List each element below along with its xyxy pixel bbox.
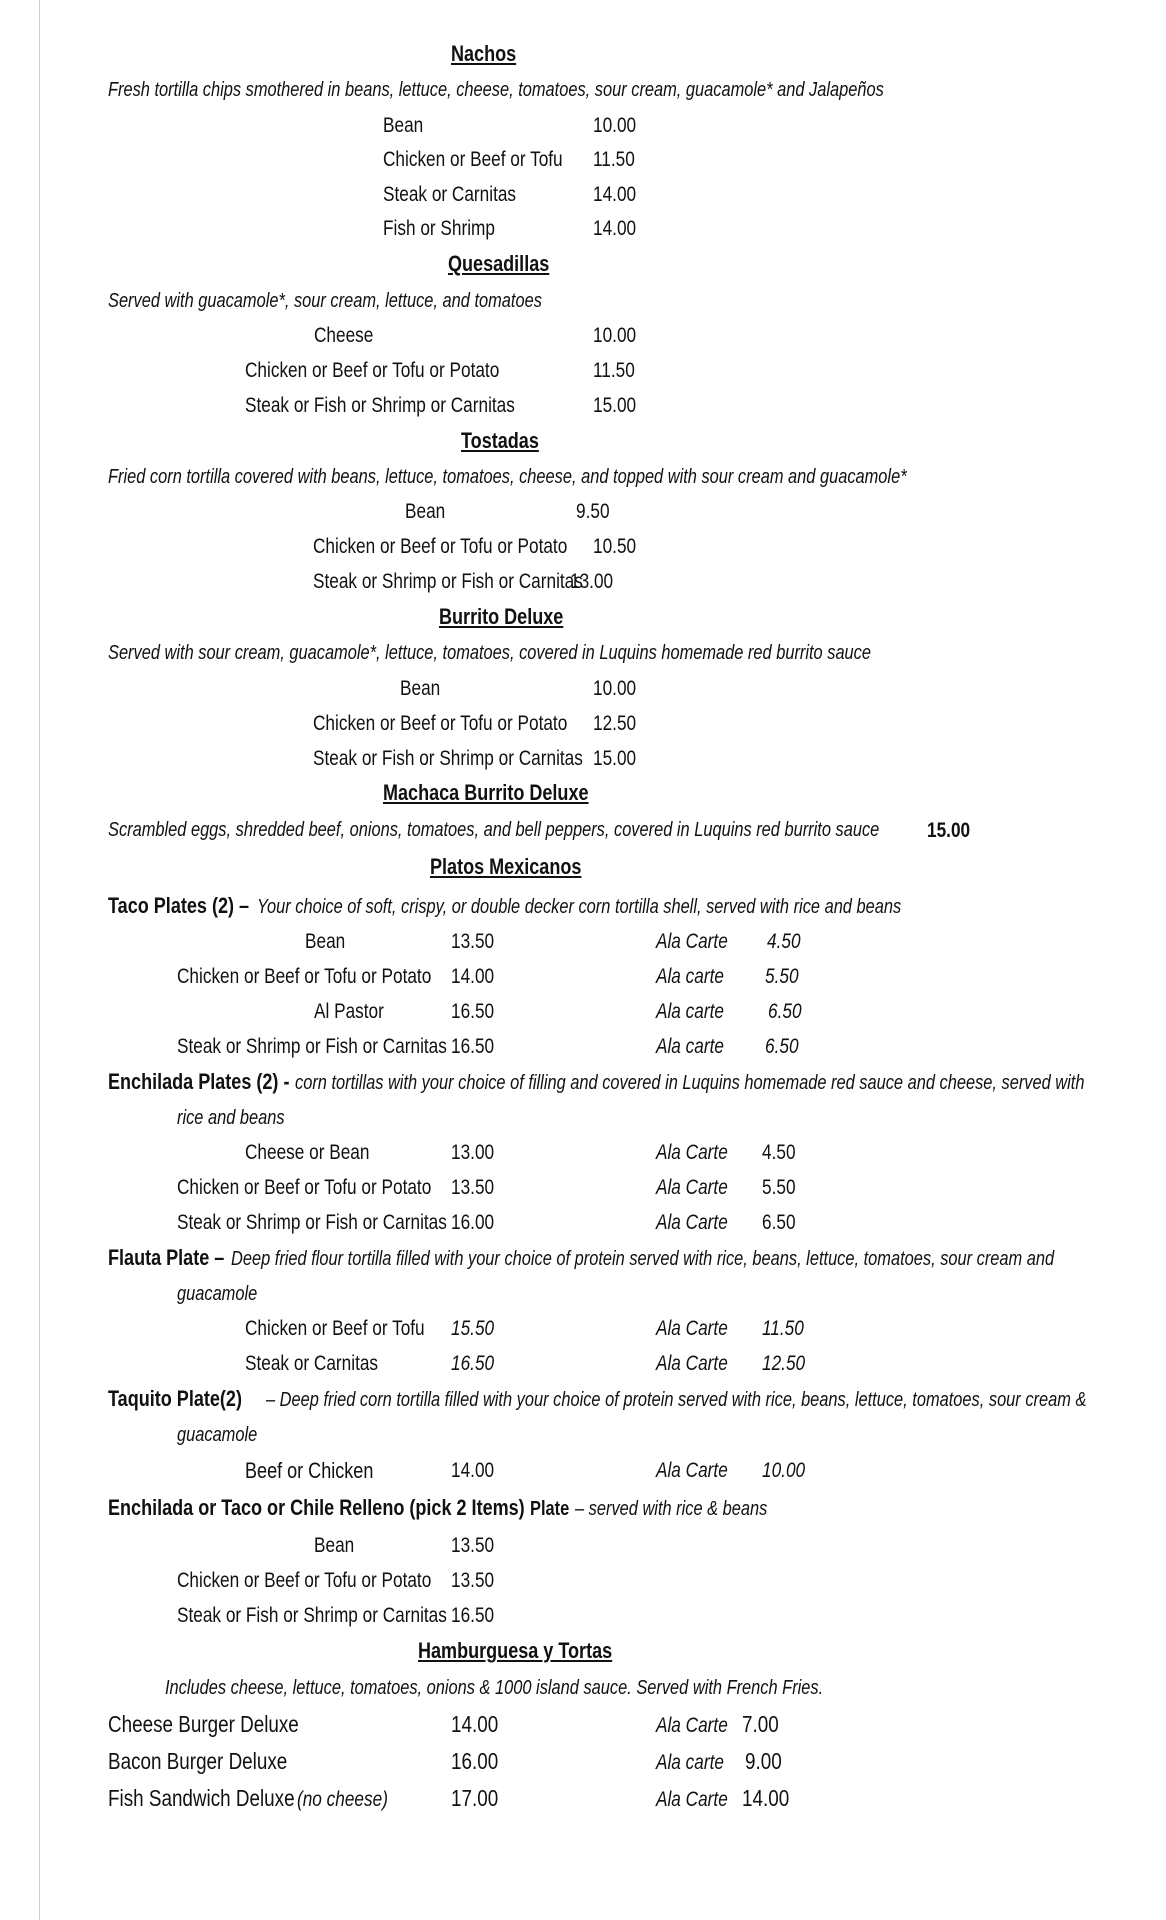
section-title-burrito-deluxe: Burrito Deluxe (439, 604, 564, 629)
taco-item-price: 16.50 (451, 1035, 495, 1058)
enchilada-item-name: Chicken or Beef or Tofu or Potato (177, 1176, 432, 1199)
tostadas-item-price: 13.00 (570, 570, 614, 593)
combo-item-name: Chicken or Beef or Tofu or Potato (177, 1569, 432, 1592)
taquito-description-line2: guacamole (177, 1424, 258, 1446)
nachos-item-name: Fish or Shrimp (383, 217, 495, 240)
flauta-description-line1: Deep fried flour tortilla filled with your choice of protein served with rice, beans, lettuce, tomatoes, sour cream and (231, 1248, 1055, 1270)
taco-item-name: Chicken or Beef or Tofu or Potato (177, 965, 432, 988)
taco-plates-name: Taco Plates (2) – (108, 893, 250, 918)
taco-ala-carte-price: 6.50 (768, 1000, 802, 1023)
burger-item-name: Cheese Burger Deluxe (108, 1711, 299, 1737)
taco-ala-carte-label: Ala Carte (656, 930, 728, 953)
machaca-description: Scrambled eggs, shredded beef, onions, tomatoes, and bell peppers, covered in Luquins red burrito sauce (108, 819, 880, 841)
enchilada-item-name: Steak or Shrimp or Fish or Carnitas (177, 1211, 447, 1234)
quesadillas-item-price: 11.50 (593, 359, 635, 382)
burger-ala-carte-label: Ala carte (656, 1751, 724, 1774)
taquito-ala-carte-label: Ala Carte (656, 1459, 728, 1482)
enchilada-item-price: 13.50 (451, 1176, 495, 1199)
taco-item-price: 16.50 (451, 1000, 495, 1023)
burrito-item-price: 12.50 (593, 712, 637, 735)
flauta-item-name: Steak or Carnitas (245, 1352, 379, 1375)
nachos-item-name: Steak or Carnitas (383, 183, 517, 206)
combo-item-price: 13.50 (451, 1569, 495, 1592)
enchilada-item-price: 16.00 (451, 1211, 495, 1234)
burger-ala-carte-price: 9.00 (745, 1748, 782, 1774)
burger-ala-carte-label: Ala Carte (656, 1714, 728, 1737)
taco-ala-carte-price: 6.50 (765, 1035, 799, 1058)
enchilada-ala-carte-price: 6.50 (762, 1211, 796, 1234)
taquito-item-price: 14.00 (451, 1459, 495, 1482)
burger-item-price: 16.00 (451, 1748, 499, 1774)
taquito-plate-name: Taquito Plate(2) (108, 1386, 242, 1411)
quesadillas-description: Served with guacamole*, sour cream, lettuce, and tomatoes (108, 290, 542, 312)
enchilada-plates-name: Enchilada Plates (2) - (108, 1069, 290, 1094)
nachos-item-name: Chicken or Beef or Tofu (383, 148, 563, 171)
combo-plate-name: Enchilada or Taco or Chile Relleno (pick 2 Items) (108, 1495, 525, 1520)
nachos-item-price: 10.00 (593, 114, 637, 137)
combo-item-price: 16.50 (451, 1604, 495, 1627)
combo-item-name: Bean (314, 1534, 355, 1557)
combo-description: – served with rice & beans (575, 1498, 768, 1520)
nachos-item-price: 11.50 (593, 148, 635, 171)
machaca-price: 15.00 (927, 819, 971, 842)
enchilada-item-name: Cheese or Bean (245, 1141, 370, 1164)
section-title-quesadillas: Quesadillas (448, 251, 550, 276)
section-title-machaca-burrito: Machaca Burrito Deluxe (383, 780, 589, 805)
flauta-item-name: Chicken or Beef or Tofu (245, 1317, 425, 1340)
tostadas-item-name: Chicken or Beef or Tofu or Potato (313, 535, 568, 558)
taco-item-name: Al Pastor (314, 1000, 384, 1023)
flauta-item-price: 16.50 (451, 1352, 495, 1375)
taco-ala-carte-label: Ala carte (656, 1000, 724, 1023)
quesadillas-item-name: Cheese (314, 324, 374, 347)
taco-item-price: 14.00 (451, 965, 495, 988)
tostadas-item-name: Steak or Shrimp or Fish or Carnitas (313, 570, 583, 593)
burger-ala-carte-price: 7.00 (742, 1711, 779, 1737)
burger-ala-carte-label: Ala Carte (656, 1788, 728, 1811)
taco-ala-carte-price: 5.50 (765, 965, 799, 988)
enchilada-ala-carte-label: Ala Carte (656, 1141, 728, 1164)
burger-item-name: Fish Sandwich Deluxe (108, 1785, 295, 1811)
burrito-description: Served with sour cream, guacamole*, lettuce, tomatoes, covered in Luquins homemade red burrito sauce (108, 642, 872, 664)
burrito-item-name: Chicken or Beef or Tofu or Potato (313, 712, 568, 735)
combo-item-price: 13.50 (451, 1534, 495, 1557)
enchilada-description-line1: corn tortillas with your choice of filling and covered in Luquins homemade red sauce and cheese, served with (295, 1072, 1085, 1094)
burger-item-note: (no cheese) (297, 1788, 388, 1811)
burger-item-price: 14.00 (451, 1711, 499, 1737)
enchilada-ala-carte-label: Ala Carte (656, 1211, 728, 1234)
combo-plate-suffix: Plate (530, 1498, 570, 1520)
burrito-item-name: Bean (400, 677, 441, 700)
hamburguesa-description: Includes cheese, lettuce, tomatoes, onions & 1000 island sauce. Served with French Fries. (165, 1677, 824, 1699)
nachos-item-price: 14.00 (593, 217, 637, 240)
burger-item-price: 17.00 (451, 1785, 499, 1811)
tostadas-item-price: 9.50 (576, 500, 610, 523)
section-title-nachos: Nachos (451, 41, 517, 66)
flauta-description-line2: guacamole (177, 1283, 258, 1305)
tostadas-item-name: Bean (405, 500, 446, 523)
quesadillas-item-name: Steak or Fish or Shrimp or Carnitas (245, 394, 515, 417)
taquito-item-name: Beef or Chicken (245, 1458, 374, 1483)
enchilada-ala-carte-price: 5.50 (762, 1176, 796, 1199)
flauta-plate-name: Flauta Plate – (108, 1245, 225, 1270)
burger-ala-carte-price: 14.00 (742, 1785, 790, 1811)
enchilada-description-line2: rice and beans (177, 1107, 285, 1129)
enchilada-ala-carte-label: Ala Carte (656, 1176, 728, 1199)
section-title-platos-mexicanos: Platos Mexicanos (430, 854, 582, 879)
burrito-item-price: 15.00 (593, 747, 637, 770)
section-title-hamburguesa: Hamburguesa y Tortas (418, 1638, 613, 1663)
taquito-ala-carte-price: 10.00 (762, 1459, 806, 1482)
flauta-ala-carte-price: 12.50 (762, 1352, 806, 1375)
enchilada-ala-carte-price: 4.50 (762, 1141, 796, 1164)
nachos-item-name: Bean (383, 114, 424, 137)
burrito-item-name: Steak or Fish or Shrimp or Carnitas (313, 747, 583, 770)
flauta-item-price: 15.50 (451, 1317, 495, 1340)
flauta-ala-carte-label: Ala Carte (656, 1352, 728, 1375)
burger-item-name: Bacon Burger Deluxe (108, 1748, 288, 1774)
quesadillas-item-price: 10.00 (593, 324, 637, 347)
combo-item-name: Steak or Fish or Shrimp or Carnitas (177, 1604, 447, 1627)
tostadas-item-price: 10.50 (593, 535, 637, 558)
nachos-description: Fresh tortilla chips smothered in beans, lettuce, cheese, tomatoes, sour cream, guacamole* and Jalapeños (108, 79, 884, 101)
enchilada-item-price: 13.00 (451, 1141, 495, 1164)
taco-item-name: Bean (305, 930, 346, 953)
page-border (39, 0, 40, 1920)
quesadillas-item-name: Chicken or Beef or Tofu or Potato (245, 359, 500, 382)
quesadillas-item-price: 15.00 (593, 394, 637, 417)
tostadas-description: Fried corn tortilla covered with beans, lettuce, tomatoes, cheese, and topped with sour cream and guacamole* (108, 466, 907, 488)
taco-item-name: Steak or Shrimp or Fish or Carnitas (177, 1035, 447, 1058)
taco-ala-carte-label: Ala carte (656, 965, 724, 988)
taco-plates-description: Your choice of soft, crispy, or double decker corn tortilla shell, served with rice and beans (257, 896, 902, 918)
nachos-item-price: 14.00 (593, 183, 637, 206)
flauta-ala-carte-label: Ala Carte (656, 1317, 728, 1340)
taco-ala-carte-label: Ala carte (656, 1035, 724, 1058)
taquito-description-line1: – Deep fried corn tortilla filled with your choice of protein served with rice, beans, lettuce, tomatoes, sour cream & (266, 1389, 1087, 1411)
flauta-ala-carte-price: 11.50 (762, 1317, 804, 1340)
section-title-tostadas: Tostadas (461, 428, 539, 453)
taco-ala-carte-price: 4.50 (767, 930, 801, 953)
taco-item-price: 13.50 (451, 930, 495, 953)
burrito-item-price: 10.00 (593, 677, 637, 700)
